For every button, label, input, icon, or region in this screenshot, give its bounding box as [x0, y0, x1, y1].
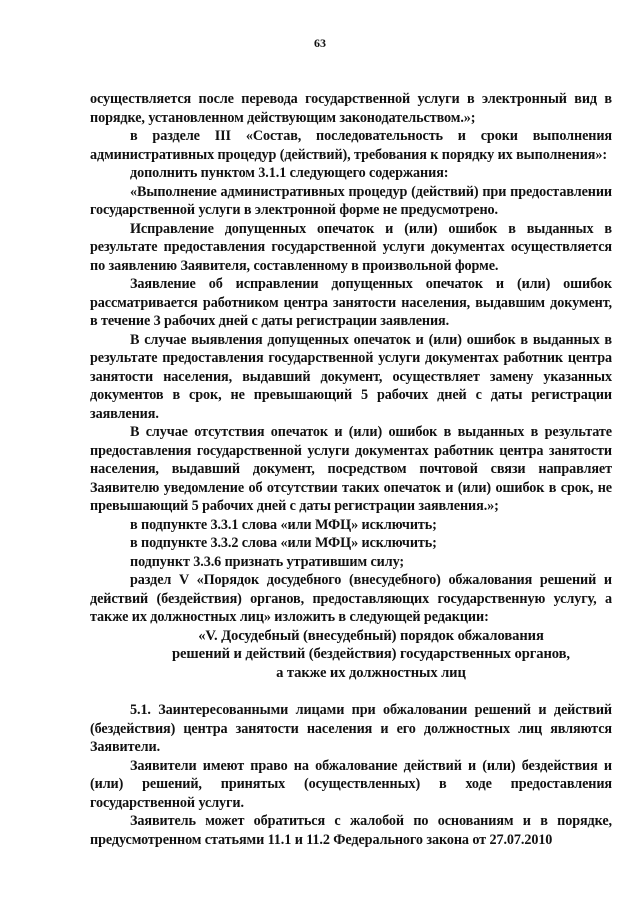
heading-line: «V. Досудебный (внесудебный) порядок обжалования [198, 627, 544, 644]
heading-line: а также их должностных лиц [276, 664, 466, 681]
heading-line: решений и действий (бездействия) государственных органов, [172, 646, 570, 662]
paragraph: Заявление об исправлении допущенных опечаток и (или) ошибок рассматривается работником центра занятости населения, выдавшим документ, в течение 3 рабочих дней с даты регистрации заявления. [90, 276, 612, 329]
page-number: 63 [314, 36, 326, 50]
paragraph: в разделе III «Состав, последовательность и сроки выполнения административных процедур (действий), требования к порядку их выполнения»: [90, 128, 612, 163]
paragraph: дополнить пунктом 3.1.1 следующего содержания: [130, 165, 449, 181]
paragraph: Заявитель может обратиться с жалобой по основаниям и в порядке, предусмотренном статьями 11.1 и 11.2 Федерального закона от 27.07.2010 [90, 813, 612, 848]
paragraph: «Выполнение административных процедур (действий) при предоставлении государственной услуги в электронной форме не предусмотрено. [90, 183, 612, 218]
paragraph: в подпункте 3.3.1 слова «или МФЦ» исключить; [130, 516, 437, 533]
paragraph: Исправление допущенных опечаток и (или) ошибок в выданных в результате предоставления государственной услуги документах осуществляется по заявлению Заявителя, составленному в произвольной форме. [90, 220, 612, 274]
paragraphs-after [90, 701, 612, 849]
section-heading [90, 627, 612, 683]
paragraph: В случае выявления допущенных опечаток и (или) ошибок в выданных в результате предоставления государственной услуги документах работник центра занятости населения, выдавший документ, осуществляет замену указанных документов в срок, не превышающий 5 рабочих дней с даты регистрации заявления. [90, 331, 612, 422]
paragraph: Заявители имеют право на обжалование действий и (или) бездействия и (или) решений, принятых (осуществленных) в ходе предоставления государственной услуги. [90, 757, 612, 811]
document-body [90, 90, 612, 849]
paragraph: в подпункте 3.3.2 слова «или МФЦ» исключить; [130, 535, 437, 551]
paragraph: В случае отсутствия опечаток и (или) ошибок в выданных в результате предоставления государственной услуги документах работник центра занятости населения, выдавший документ, посредством почтовой связи направляет Заявителю уведомление об отсутствии таких опечаток и (или) ошибок в срок, не превышающий 5 рабочих дней с даты регистрации заявления.»; [90, 424, 612, 514]
paragraph: подпункт 3.3.6 признать утратившим силу; [130, 553, 405, 570]
paragraph: 5.1. Заинтересованными лицами при обжаловании решений и действий (бездействия) центра занятости населения и его должностных лиц являются Заявители. [90, 702, 612, 755]
paragraph: раздел V «Порядок досудебного (внесудебного) обжалования решений и действий (бездействия) органов, предоставляющих государственную услугу, а также их должностных лиц» изложить в следующей редакции: [90, 572, 612, 625]
paragraph: осуществляется после перевода государственной услуги в электронный вид в порядке, установленном действующим законодательством.»; [90, 91, 612, 126]
paragraphs-before [90, 90, 612, 627]
heading-spacer [90, 682, 612, 701]
